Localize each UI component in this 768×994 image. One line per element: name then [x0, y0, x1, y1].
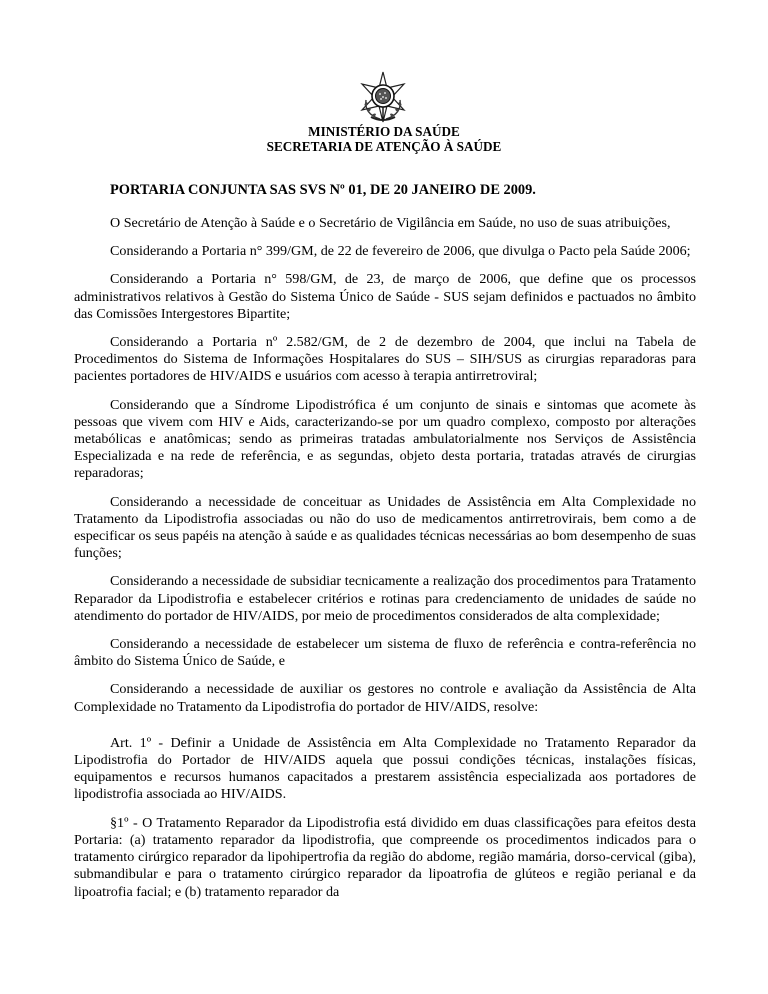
paragraph-preamble: O Secretário de Atenção à Saúde e o Secretário de Vigilância em Saúde, no uso de suas atribuições, [110, 215, 671, 231]
ministry-name: MINISTÉRIO DA SAÚDE [308, 124, 460, 139]
paragraph-considering: Considerando a necessidade de auxiliar os gestores no controle e avaliação da Assistência de Alta Complexidade no Tratamento da Lipodistrofia do portador de HIV/AIDS, resolve: [74, 681, 696, 715]
paragraph-considering: Considerando a necessidade de conceituar as Unidades de Assistência em Alta Complexidade no Tratamento da Lipodistrofia associadas ou não do uso de medicamentos antirretrovirais, bem como a de especificar os seus papéis na atenção à saúde e as qualidades técnicas necessárias ao bom desempenho de suas funções; [74, 493, 696, 562]
article-1: Art. 1º - Definir a Unidade de Assistência em Alta Complexidade no Tratamento Reparador da Lipodistrofia do Portador de HIV/AIDS aquela que possui condições técnicas, instalações físicas, equipamentos e recursos humanos capacitados a prestarem assistência especializada aos portadores de lipodistrofia associada ao HIV/AIDS. [74, 734, 696, 803]
paragraph-considering: Considerando a Portaria n° 399/GM, de 22 de fevereiro de 2006, que divulga o Pacto pela Saúde 2006; [110, 243, 691, 260]
paragraph-considering: Considerando a necessidade de subsidiar tecnicamente a realização dos procedimentos para Tratamento Reparador da Lipodistrofia e estabelecer critérios e rotinas para credenciamento de unidades de saúde no atendimento do portador de HIV/AIDS, por meio de procedimentos considerados de alta complexidade; [74, 573, 696, 624]
paragraph-considering: Considerando que a Síndrome Lipodistrófica é um conjunto de sinais e sintomas que acomete às pessoas que vivem com HIV e Aids, caracterizando-se por um quadro complexo, composto por alterações metabólicas e anatômicas; sendo as primeiras tratadas ambulatorialmente nos Serviços de Assistência Especializada e na rede de referência, e as segundas, objeto desta portaria, tratadas através de cirurgias reparadoras; [74, 396, 696, 482]
secretariat-name: SECRETARIA DE ATENÇÃO À SAÚDE [266, 139, 502, 154]
coat-of-arms-emblem [356, 70, 410, 124]
document-header [0, 124, 768, 154]
paragraph-considering: Considerando a Portaria n° 598/GM, de 23, de março de 2006, que define que os processos administrativos relativos à Gestão do Sistema Único de Saúde - SUS sejam definidos e pactuados no âmbito das Comissões Intergestores Bipartite; [74, 271, 696, 322]
paragraph-considering: Considerando a necessidade de estabelecer um sistema de fluxo de referência e contra-referência no âmbito do Sistema Único de Saúde, e [74, 636, 696, 670]
document-title: PORTARIA CONJUNTA SAS SVS Nº 01, DE 20 JANEIRO DE 2009. [110, 182, 536, 198]
article-1-paragraph-1: §1º - O Tratamento Reparador da Lipodistrofia está dividido em duas classificações para efeitos desta Portaria: (a) tratamento reparador da lipodistrofia, que compreende os procedimentos indicados para o tratamento cirúrgico reparador da lipohipertrofia da região do abdome, região mamária, dorso-cervical (giba), submandibular e para o tratamento cirúrgico reparador da lipoatrofia de glúteos e região perianal e da lipoatrofia facial; e (b) tratamento reparador da [74, 814, 696, 900]
paragraph-considering: Considerando a Portaria nº 2.582/GM, de 2 de dezembro de 2004, que inclui na Tabela de Procedimentos do Sistema de Informações Hospitalares do SUS – SIH/SUS as cirurgias reparadoras para pacientes portadores de HIV/AIDS e usuários com acesso à terapia antirretroviral; [74, 334, 696, 385]
document-body [74, 215, 696, 912]
